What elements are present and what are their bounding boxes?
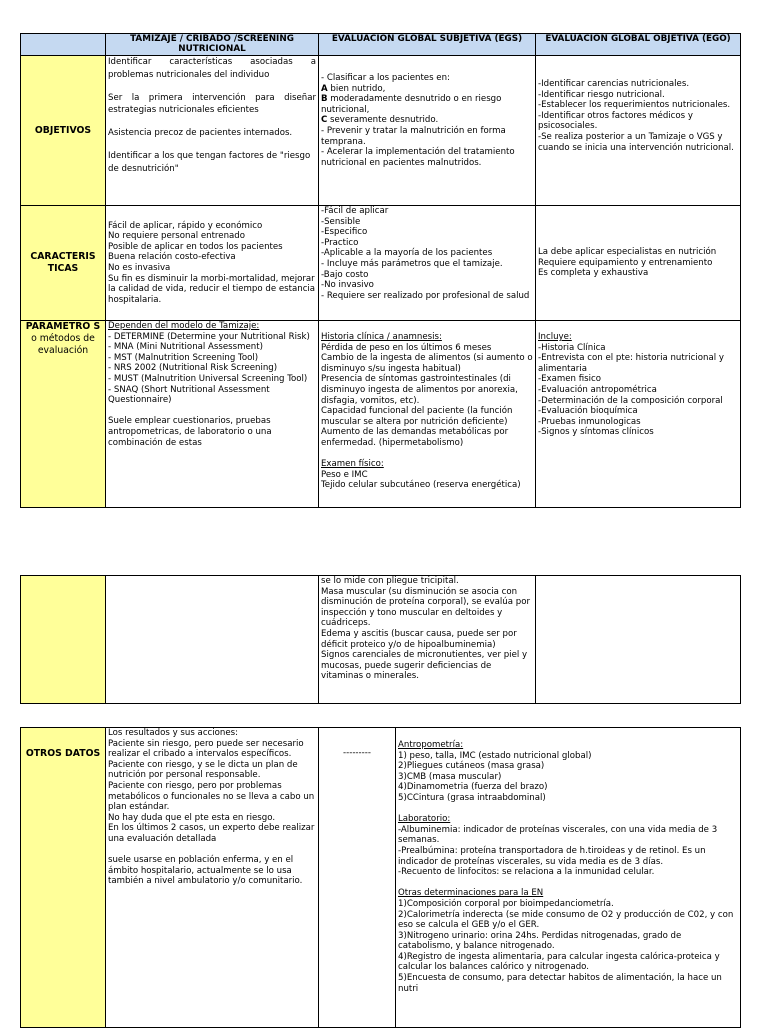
list-item: Aumento de las demandas metabólicas por enfermedad. (hipermetabolismo) bbox=[321, 427, 509, 448]
continuation-ego bbox=[536, 576, 741, 704]
list-item: 4)Dinamometria (fuerza del brazo) bbox=[398, 782, 548, 793]
parametros-tamizaje bbox=[106, 321, 319, 508]
list-item bbox=[321, 115, 533, 126]
label-parametros bbox=[21, 321, 106, 508]
list-item: 3)Nitrogeno urinario: orina 24hs. Perdidas nitrogenadas, grado de catabolismo, y balance nitrogenado. bbox=[398, 930, 682, 952]
otros-table bbox=[20, 727, 741, 1028]
list-item: - DETERMINE (Determine your Nutritional Risk) bbox=[108, 331, 310, 342]
list-item: -Se realiza posterior a un Tamizaje o VGS y cuando se inicia una intervención nutricional. bbox=[538, 131, 734, 153]
list-item: -Recuento de linfocitos: se relaciona a la inmunidad celular. bbox=[398, 867, 655, 878]
list-item: Peso e IMC bbox=[321, 469, 368, 480]
section-title: Otras determinaciones para la EN bbox=[398, 888, 544, 899]
list-item: Asistencia precoz de pacientes internados. bbox=[108, 128, 293, 139]
list-item: 4)Registro de ingesta alimentaria, para calcular ingesta calórica-proteica y calcular los balances calórico y nitrogenado. bbox=[398, 951, 720, 973]
letter-c: C bbox=[321, 115, 328, 126]
label-objetivos: OBJETIVOS bbox=[21, 56, 106, 206]
section-title: Laboratorio: bbox=[398, 814, 451, 825]
list-item: Posible de aplicar en todos los pacientes bbox=[108, 241, 283, 252]
list-item: Paciente con riesgo, pero por problemas metabólicos o funcionales no se lleva a cabo un plan estándar. bbox=[108, 780, 315, 813]
section-title: Incluye: bbox=[538, 332, 572, 342]
list-item: Suele emplear cuestionarios, pruebas antropometricas, de laboratorio o una combinación de estas bbox=[108, 416, 272, 448]
objetivos-egs bbox=[319, 56, 536, 206]
continuation-table bbox=[20, 575, 741, 704]
list-item: -Determinación de la composición corporal bbox=[538, 395, 723, 406]
row-parametros bbox=[21, 321, 741, 508]
header-row bbox=[21, 34, 741, 56]
list-item: No requiere personal entrenado bbox=[108, 231, 245, 242]
continuation-egs bbox=[319, 576, 536, 704]
list-item: 1) peso, talla, IMC (estado nutricional global) bbox=[398, 750, 592, 761]
list-item: - MUST (Malnutrition Universal Screening Tool) bbox=[108, 373, 308, 384]
section-title: Examen físico: bbox=[321, 459, 384, 470]
list-item: Signos carenciales de micronutientes, ver piel y mucosas, puede sugerir deficiencias de vitaminas o minerales. bbox=[321, 650, 528, 682]
list-item: -Identificar riesgo nutricional. bbox=[538, 89, 665, 100]
list-item: 3)CMB (masa muscular) bbox=[398, 771, 502, 782]
caracteristicas-egs bbox=[319, 206, 536, 321]
row-continuation bbox=[21, 576, 741, 704]
list-item: Cambio de la ingesta de alimentos (si aumento o disminuyo s/su ingesta habitual) bbox=[321, 353, 533, 374]
list-item: -Entrevista con el pte: historia nutricional y alimentaria bbox=[538, 353, 724, 374]
list-item: -Signos y síntomas clínicos bbox=[538, 427, 654, 438]
list-item: -Identificar otros factores médicos y psicosociales. bbox=[538, 110, 693, 132]
list-item: -Historia Clínica bbox=[538, 342, 606, 353]
list-item: Es completa y exhaustiva bbox=[538, 268, 649, 279]
list-item: - Incluye más parámetros que el tamizaje. bbox=[321, 258, 503, 269]
label-empty bbox=[21, 576, 106, 704]
list-item: -Evaluación antropométrica bbox=[538, 384, 657, 395]
list-item: Identificar a los que tengan factores de "riesgo de desnutrición" bbox=[108, 151, 311, 174]
header-ego: EVALUACION GLOBAL OBJETIVA (EGO) bbox=[536, 34, 741, 56]
list-item: Paciente con riesgo, y se le dicta un plan de nutrición por personal responsable. bbox=[108, 759, 298, 781]
continuation-tamizaje bbox=[106, 576, 319, 704]
list-item: - SNAQ (Short Nutritional Assessment Questionnaire) bbox=[108, 384, 270, 406]
otros-tamizaje bbox=[106, 728, 319, 1028]
list-item: 5)CCintura (grasa intraabdominal) bbox=[398, 792, 546, 803]
header-empty bbox=[21, 34, 106, 56]
list-item: - MNA (Mini Nutritional Assessment) bbox=[108, 342, 263, 353]
letter-a: A bbox=[321, 83, 328, 94]
list-item: -Pruebas inmunologicas bbox=[538, 416, 641, 427]
list-item: No hay duda que el pte esta en riesgo. bbox=[108, 812, 276, 823]
section-title: Historia clínica / anamnesis: bbox=[321, 332, 442, 342]
list-item bbox=[321, 94, 533, 115]
list-item: -Practico bbox=[321, 237, 359, 248]
list-item: Capacidad funcional del paciente (la función muscular se altera por nutrición deficiente) bbox=[321, 406, 513, 427]
list-item: - Requiere ser realizado por profesional de salud bbox=[321, 290, 530, 301]
list-item: 5)Encuesta de consumo, para detectar habitos de alimentación, la hace un nutri bbox=[398, 973, 722, 994]
list-item: 2)Calorimetría inderecta (se mide consumo de O2 y producción de C02, y con eso se calcula el GEB y/o el GER. bbox=[398, 909, 734, 931]
row-objetivos bbox=[21, 56, 741, 206]
text-b: moderadamente desnutrido o en riesgo nutricional, bbox=[321, 94, 502, 115]
text-c: severamente desnutrido. bbox=[327, 115, 439, 126]
list-item: Paciente sin riesgo, pero puede ser necesario realizar el cribado a intervalos específicos. bbox=[108, 738, 304, 760]
section-title: Dependen del modelo de Tamizaje: bbox=[108, 321, 260, 331]
list-item: La debe aplicar especialistas en nutrición bbox=[538, 247, 717, 258]
list-item: Ser la primera intervención para diseñar estrategias nutricionales eficientes bbox=[108, 92, 316, 116]
header-egs: EVALUACION GLOBAL SUBJETIVA (EGS) bbox=[319, 34, 536, 56]
list-item: Tejido celular subcutáneo (reserva energética) bbox=[321, 480, 521, 491]
label-parametros-sub: o métodos de evaluación bbox=[31, 333, 95, 356]
row-caracteristicas bbox=[21, 206, 741, 321]
list-item: Pérdida de peso en los últimos 6 meses bbox=[321, 342, 492, 353]
list-item: - Acelerar la implementación del tratamiento nutricional en pacientes malnutridos. bbox=[321, 147, 515, 168]
header-tamizaje: TAMIZAJE / CRIBADO /SCREENING NUTRICIONAL bbox=[106, 34, 319, 56]
label-parametros-bold: PARAMETRO S bbox=[25, 321, 101, 332]
list-item: No es invasiva bbox=[108, 263, 171, 273]
list-item: se lo mide con pliegue tricipital. bbox=[321, 576, 459, 586]
label-otros: OTROS DATOS bbox=[21, 728, 106, 1028]
comparison-table bbox=[20, 33, 741, 508]
caracteristicas-tamizaje bbox=[106, 206, 319, 321]
list-item: Edema y ascitis (buscar causa, puede ser por déficit proteico y/o de hipoalbuminemia) bbox=[321, 628, 517, 650]
list-item: - Clasificar a los pacientes en: bbox=[321, 73, 450, 83]
list-item: -Albuminemia: indicador de proteínas viscerales, con una vida media de 3 semanas. bbox=[398, 824, 718, 846]
list-item: 2)Pliegues cutáneos (masa grasa) bbox=[398, 761, 545, 772]
list-item: -Fácil de aplicar bbox=[321, 206, 389, 216]
list-item: En los últimos 2 casos, un experto debe realizar una evaluación detallada bbox=[108, 823, 315, 844]
list-item bbox=[321, 84, 533, 95]
list-item: Fácil de aplicar, rápido y económico bbox=[108, 220, 263, 231]
list-item: - NRS 2002 (Nutritional Risk Screening) bbox=[108, 363, 278, 374]
otros-egs: --------- bbox=[319, 728, 396, 1028]
list-item: -Sensible bbox=[321, 216, 361, 227]
list-item: Buena relación costo-efectiva bbox=[108, 252, 236, 263]
list-item: Los resultados y sus acciones: bbox=[108, 728, 239, 738]
list-item: -Identificar carencias nutricionales. bbox=[538, 79, 690, 89]
objetivos-tamizaje bbox=[106, 56, 319, 206]
list-item: Su fin es disminuir la morbi-mortalidad, mejorar la calidad de vida, reducir el tiempo de estancia hospitalaria. bbox=[108, 273, 316, 305]
list-item: -No invasivo bbox=[321, 280, 374, 291]
list-item: Identificar características asociadas a problemas nutricionales del individuo bbox=[108, 57, 316, 80]
caracteristicas-ego bbox=[536, 206, 741, 321]
list-item: -Aplicable a la mayoría de los pacientes bbox=[321, 248, 493, 259]
list-item: Presencia de síntomas gastrointestinales (di disminuyo ingesta de alimentos por anorexia, disfagia, vomitos, etc). bbox=[321, 374, 518, 406]
list-item: -Establecer los requerimientos nutricionales. bbox=[538, 100, 731, 111]
list-item: -Prealbúmina: proteína transportadora de h.tiroideas y de retinol. Es un indicador de proteínas viscerales, su vida media es de 3 días. bbox=[398, 845, 706, 867]
letter-b: B bbox=[321, 94, 328, 105]
label-caracteristicas: CARACTERIS TICAS bbox=[21, 206, 106, 321]
list-item: - MST (Malnutrition Screening Tool) bbox=[108, 352, 259, 363]
list-item: Requiere equipamiento y entrenamiento bbox=[538, 257, 713, 268]
list-item: -Evaluación bioquímica bbox=[538, 406, 638, 417]
list-item: suele usarse en población enferma, y en el ámbito hospitalario, actualmente se lo usa también a nivel ambulatorio y/o comunitario. bbox=[108, 855, 303, 887]
list-item: -Bajo costo bbox=[321, 269, 369, 280]
section-title: Antropometría: bbox=[398, 740, 464, 750]
parametros-egs bbox=[319, 321, 536, 508]
objetivos-ego bbox=[536, 56, 741, 206]
row-otros bbox=[21, 728, 741, 1028]
list-item: 1)Composición corporal por bioimpedanciometría. bbox=[398, 898, 614, 909]
otros-ego bbox=[396, 728, 741, 1028]
list-item: -Especifico bbox=[321, 227, 368, 238]
list-item: Masa muscular (su disminución se asocia con disminución de proteína corporal), se evalúa por inspección y tono muscular en deltoides y cuádriceps. bbox=[321, 586, 530, 629]
parametros-ego bbox=[536, 321, 741, 508]
list-item: - Prevenir y tratar la malnutrición en forma temprana. bbox=[321, 125, 506, 147]
list-item: -Examen fisico bbox=[538, 374, 601, 385]
text-a: bien nutrido, bbox=[327, 83, 386, 94]
